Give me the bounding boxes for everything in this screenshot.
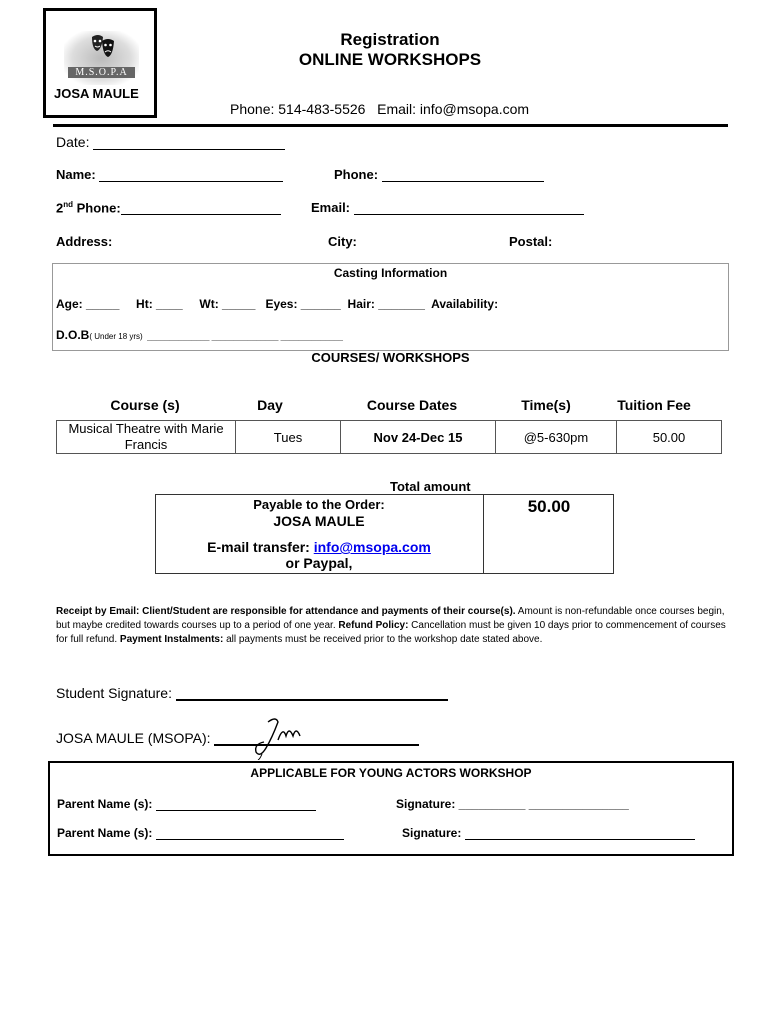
phone2-label-pre: 2 — [56, 200, 64, 216]
age-field[interactable]: Age: _____ — [56, 297, 120, 311]
hair-field[interactable]: Hair: _______ — [347, 297, 425, 311]
dob-field[interactable] — [56, 326, 343, 344]
logo-text: M.S.O.P.A — [68, 67, 135, 78]
total-amount-value: 50.00 — [527, 497, 571, 516]
policy-text — [56, 605, 728, 647]
josa-signature-field — [56, 730, 419, 746]
refund-policy-label: Refund Policy: — [338, 620, 409, 631]
parent-name-label-2: Parent Name (s): — [57, 826, 153, 840]
day-cell: Tues — [236, 421, 341, 454]
dob-blanks[interactable]: ______________ _______________ ______________ — [147, 332, 343, 341]
total-amount-label: Total amount — [390, 479, 471, 494]
fee-cell: 50.00 — [617, 421, 722, 454]
parent-name-label-1: Parent Name (s): — [57, 797, 153, 811]
dates-cell: Nov 24-Dec 15 — [341, 421, 496, 454]
etransfer-line — [155, 539, 483, 555]
phone2-field[interactable] — [56, 200, 281, 215]
logo — [43, 8, 157, 118]
receipt-text: Receipt by Email: Client/Student are responsible for attendance and payments of their course(s). — [56, 606, 516, 617]
phone-field[interactable] — [334, 167, 544, 182]
page-title — [240, 30, 540, 70]
email-label: Email: — [311, 200, 351, 215]
postal-label[interactable]: Postal: — [509, 234, 553, 249]
city-label[interactable]: City: — [328, 234, 357, 249]
col-header-time: Time(s) — [521, 397, 571, 413]
date-field[interactable] — [56, 134, 285, 150]
signature-field-2[interactable] — [402, 826, 695, 840]
etransfer-label: E-mail transfer: — [207, 539, 310, 555]
title-line-2: ONLINE WORKSHOPS — [298, 50, 482, 69]
signature-label-2: Signature: — [402, 826, 462, 840]
phone-line[interactable] — [382, 181, 544, 182]
eyes-field[interactable]: Eyes: ______ — [265, 297, 341, 311]
refund-text-2: Cancellation must be given 10 days prior to commencement of courses for full refund. — [56, 620, 726, 645]
young-actors-heading: APPLICABLE FOR YOUNG ACTORS WORKSHOP — [250, 766, 532, 780]
col-header-fee: Tuition Fee — [617, 397, 691, 413]
header-email: Email: info@msopa.com — [377, 101, 530, 117]
parent-name-line-2[interactable] — [156, 839, 344, 840]
email-line[interactable] — [354, 214, 584, 215]
refund-text-1: Amount is non-refundable once courses begin, but maybe credited towards courses up to a period of one year. — [56, 606, 725, 631]
courses-table — [56, 420, 722, 454]
payable-label: Payable to the Order: — [253, 497, 385, 512]
logo-name: JOSA MAULE — [54, 86, 139, 101]
casting-fields-row[interactable] — [56, 297, 498, 311]
contact-info — [230, 101, 529, 117]
signature-field-1[interactable]: Signature: __________ _______________ — [396, 797, 629, 811]
date-line[interactable] — [93, 149, 285, 150]
col-header-course: Course (s) — [110, 397, 180, 413]
title-line-1: Registration — [340, 30, 440, 49]
name-field[interactable] — [56, 167, 283, 182]
name-label: Name: — [56, 167, 96, 182]
time-cell: @5-630pm — [496, 421, 617, 454]
handwritten-signature — [250, 714, 312, 760]
parent-name-field-2[interactable] — [57, 826, 344, 840]
casting-heading: Casting Information — [333, 266, 448, 280]
josa-signature-line — [214, 744, 419, 746]
col-header-day: Day — [257, 397, 283, 413]
address-label[interactable]: Address: — [56, 234, 113, 249]
dob-label: D.O.B — [56, 328, 90, 342]
name-line[interactable] — [99, 181, 283, 182]
phone-label: Phone: — [334, 167, 379, 182]
header-divider — [53, 124, 728, 127]
paypal-label: or Paypal, — [285, 555, 353, 571]
instalments-text: all payments must be received prior to the workshop date stated above. — [223, 634, 543, 645]
table-row — [57, 421, 722, 454]
courses-heading: COURSES/ WORKSHOPS — [311, 350, 470, 365]
payee-name: JOSA MAULE — [273, 513, 365, 529]
parent-name-line-1[interactable] — [156, 810, 316, 811]
col-header-dates: Course Dates — [366, 397, 458, 413]
parent-name-field-1[interactable] — [57, 797, 316, 811]
availability-field[interactable]: Availability: — [431, 297, 499, 311]
header-phone: Phone: 514-483-5526 — [230, 101, 366, 117]
phone2-label-post: Phone: — [73, 200, 121, 216]
student-signature-line[interactable] — [176, 699, 448, 701]
student-signature-field[interactable] — [56, 685, 448, 701]
etransfer-email-link[interactable]: info@msopa.com — [313, 539, 431, 555]
height-field[interactable]: Ht: ____ — [136, 297, 183, 311]
course-cell: Musical Theatre with Marie Francis — [57, 421, 236, 454]
phone2-line[interactable] — [121, 214, 281, 215]
instalments-label: Payment Instalments: — [119, 634, 224, 645]
student-signature-label: Student Signature: — [56, 685, 172, 701]
weight-field[interactable]: Wt: _____ — [199, 297, 256, 311]
dob-note: ( Under 18 yrs) — [89, 332, 143, 341]
signature-line-2[interactable] — [465, 839, 695, 840]
josa-signature-label: JOSA MAULE (MSOPA): — [56, 730, 211, 746]
date-label: Date: — [56, 134, 90, 150]
theatre-masks-icon — [90, 33, 116, 63]
email-field[interactable] — [311, 200, 584, 215]
phone2-label-sup: nd — [63, 200, 74, 209]
logo-emblem — [64, 31, 139, 85]
